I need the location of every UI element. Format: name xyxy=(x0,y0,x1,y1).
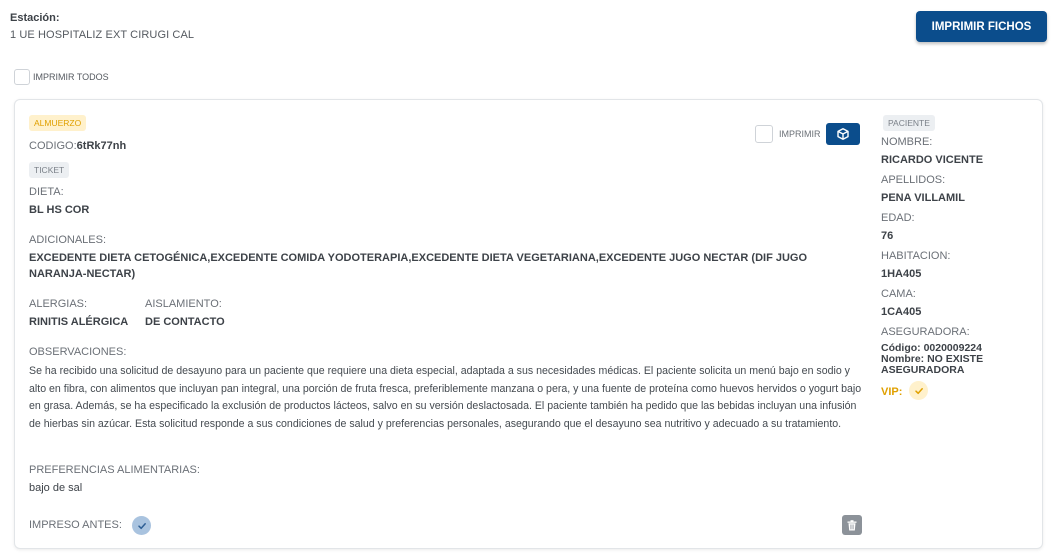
allergies-label: ALERGIAS: xyxy=(29,298,88,310)
patient-bed-value: 1CA405 xyxy=(881,306,922,318)
diet-value: BL HS COR xyxy=(29,204,90,216)
print-ticket-label: IMPRIMIR xyxy=(779,129,821,139)
trash-icon xyxy=(847,520,857,531)
additional-label: ADICIONALES: xyxy=(29,234,107,246)
print-ticket-checkbox[interactable] xyxy=(755,125,773,143)
print-ticket-row xyxy=(755,123,860,145)
station-label: Estación: xyxy=(10,12,60,24)
preferences-label: PREFERENCIAS ALIMENTARIAS: xyxy=(29,464,200,476)
ticket-code xyxy=(29,140,126,152)
print-all-checkbox[interactable] xyxy=(14,69,30,85)
print-tickets-button[interactable]: IMPRIMIR FICHOS xyxy=(916,11,1047,42)
delete-button[interactable] xyxy=(842,515,862,535)
patient-surname-value: PENA VILLAMIL xyxy=(881,192,965,204)
additional-value: EXCEDENTE DIETA CETOGÉNICA,EXCEDENTE COMIDA YODOTERAPIA,EXCEDENTE DIETA VEGETARIANA,EXCEDENTE JUGO NECTAR (DIF JUGO NARANJA-NECTAR) xyxy=(29,252,808,280)
station-value: 1 UE HOSPITALIZ EXT CIRUGI CAL xyxy=(10,29,195,41)
observations-label: OBSERVACIONES: xyxy=(29,346,127,358)
patient-surname-label: APELLIDOS: xyxy=(881,174,946,186)
observations-value: Se ha recibido una solicitud de desayuno para un paciente que requiere una dieta especial, adaptada a sus necesidades médicas. El paciente solicita un menú bajo en sodio y alto en fibra, con alimentos que incluyan pan integral, una porción de fruta fresca, preferiblemente manzana o pera, y una fuente de proteína como huevos hervidos o yogurt bajo en grasa. Además, se ha especificado la exclusión de productos lácteos, salvo en su versión deslactosada. El paciente también ha pedido que las bebidas incluyan una infusión de hierbas sin azúcar. Esta solicitud responde a sus condiciones de salud y preferencias personales, asegurando que el desayuno sea nutritivo y adecuado a su tratamiento. xyxy=(29,365,862,430)
patient-bed-label: CAMA: xyxy=(881,288,916,300)
package-icon xyxy=(837,128,849,140)
allergies-value: RINITIS ALÉRGICA xyxy=(29,316,129,328)
patient-name-label: NOMBRE: xyxy=(881,136,933,148)
diet-label: DIETA: xyxy=(29,186,64,198)
ticket-card xyxy=(14,99,1043,549)
preferences-value: bajo de sal xyxy=(29,482,83,494)
insurer-name: Nombre: NO EXISTE xyxy=(881,353,984,365)
patient-room-value: 1HA405 xyxy=(881,268,922,280)
print-all-row xyxy=(14,69,109,85)
isolation-value: DE CONTACTO xyxy=(145,316,225,328)
isolation-label: AISLAMIENTO: xyxy=(145,298,222,310)
patient-age-label: EDAD: xyxy=(881,212,915,224)
meal-badge: ALMUERZO xyxy=(29,115,86,131)
code-label: CODIGO: xyxy=(29,140,77,152)
patient-name-value: RICARDO VICENTE xyxy=(881,154,984,166)
print-all-label: IMPRIMIR TODOS xyxy=(33,72,109,82)
ticket-badge: TICKET xyxy=(29,162,69,178)
insurer-name-cont: ASEGURADORA xyxy=(881,364,965,376)
printed-before-check-icon xyxy=(132,516,151,535)
printed-before-label: IMPRESO ANTES: xyxy=(29,519,122,531)
vip-check-icon xyxy=(909,381,928,400)
patient-badge: PACIENTE xyxy=(883,115,935,131)
vip-label: VIP: xyxy=(881,386,903,398)
patient-age-value: 76 xyxy=(881,230,894,242)
print-single-button[interactable] xyxy=(826,123,860,145)
insurer-label: ASEGURADORA: xyxy=(881,326,970,338)
patient-room-label: HABITACION: xyxy=(881,250,951,262)
code-value: 6tRk77nh xyxy=(76,140,127,152)
insurer-code: Código: 0020009224 xyxy=(881,342,982,354)
